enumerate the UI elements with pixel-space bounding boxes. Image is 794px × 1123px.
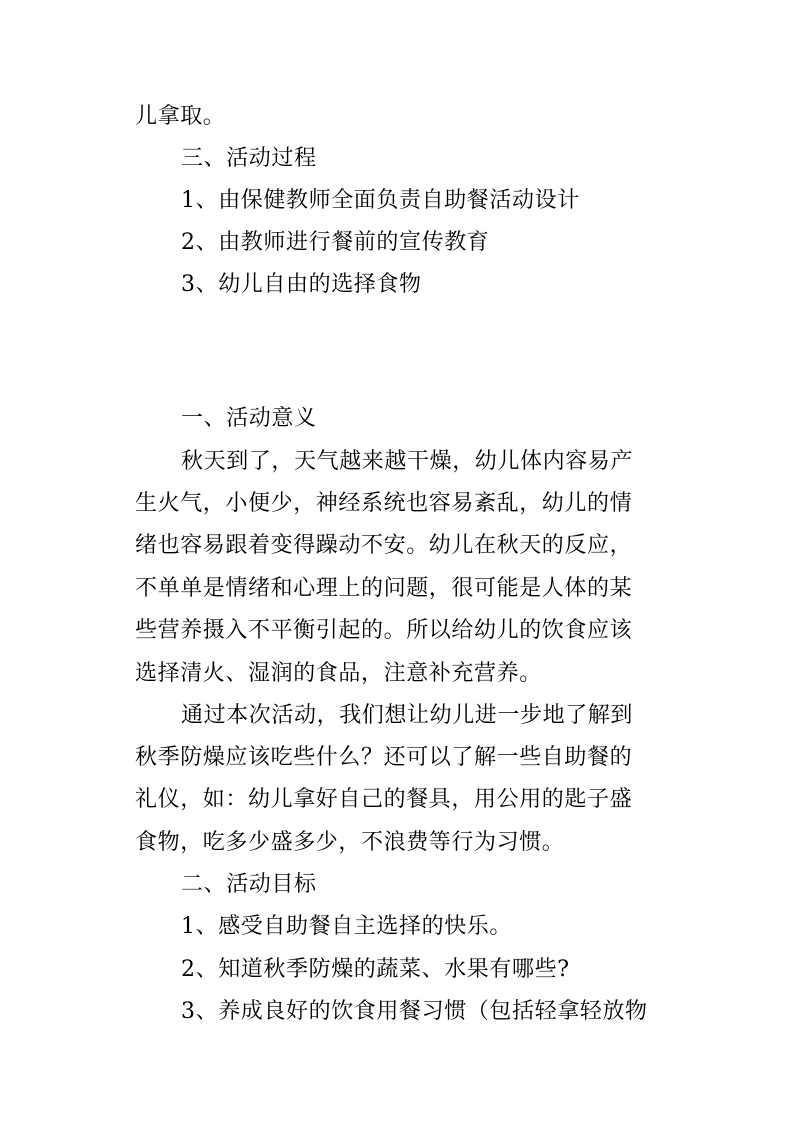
list-item: 2、由教师进行餐前的宣传教育: [181, 230, 490, 255]
paragraph-line: 秋天到了，天气越来越干燥，幼儿体内容易产: [181, 449, 634, 474]
paragraph-line: 不单单是情绪和心理上的问题，很可能是人体的某: [135, 576, 633, 601]
paragraph-line: 食物，吃多少盛多少，不浪费等行为习惯。: [135, 830, 565, 855]
paragraph-line: 秋季防燥应该吃些什么？还可以了解一些自助餐的: [135, 745, 633, 770]
section-heading: 一、活动意义: [181, 406, 317, 431]
paragraph-line: 绪也容易跟着变得躁动不安。幼儿在秋天的反应，: [135, 533, 633, 558]
list-item: 3、幼儿自由的选择食物: [181, 272, 422, 297]
paragraph-line: 通过本次活动，我们想让幼儿进一步地了解到: [181, 703, 634, 728]
section-heading: 三、活动过程: [181, 146, 317, 171]
list-item: 2、知道秋季防燥的蔬菜、水果有哪些?: [181, 957, 570, 982]
list-item: 3、养成良好的饮食用餐习惯（包括轻拿轻放物: [181, 999, 648, 1024]
list-item: 1、感受自助餐自主选择的快乐。: [181, 914, 512, 939]
paragraph-line: 些营养摄入不平衡引起的。所以给幼儿的饮食应该: [135, 618, 633, 643]
paragraph-line: 生火气，小便少，神经系统也容易紊乱，幼儿的情: [135, 491, 633, 516]
paragraph-line: 选择清火、湿润的食品，注意补充营养。: [135, 661, 542, 686]
paragraph-line: 儿拿取。: [135, 104, 226, 129]
section-heading: 二、活动目标: [181, 872, 317, 897]
paragraph-line: 礼仪，如：幼儿拿好自己的餐具，用公用的匙子盛: [135, 787, 633, 812]
list-item: 1、由保健教师全面负责自助餐活动设计: [181, 188, 580, 213]
